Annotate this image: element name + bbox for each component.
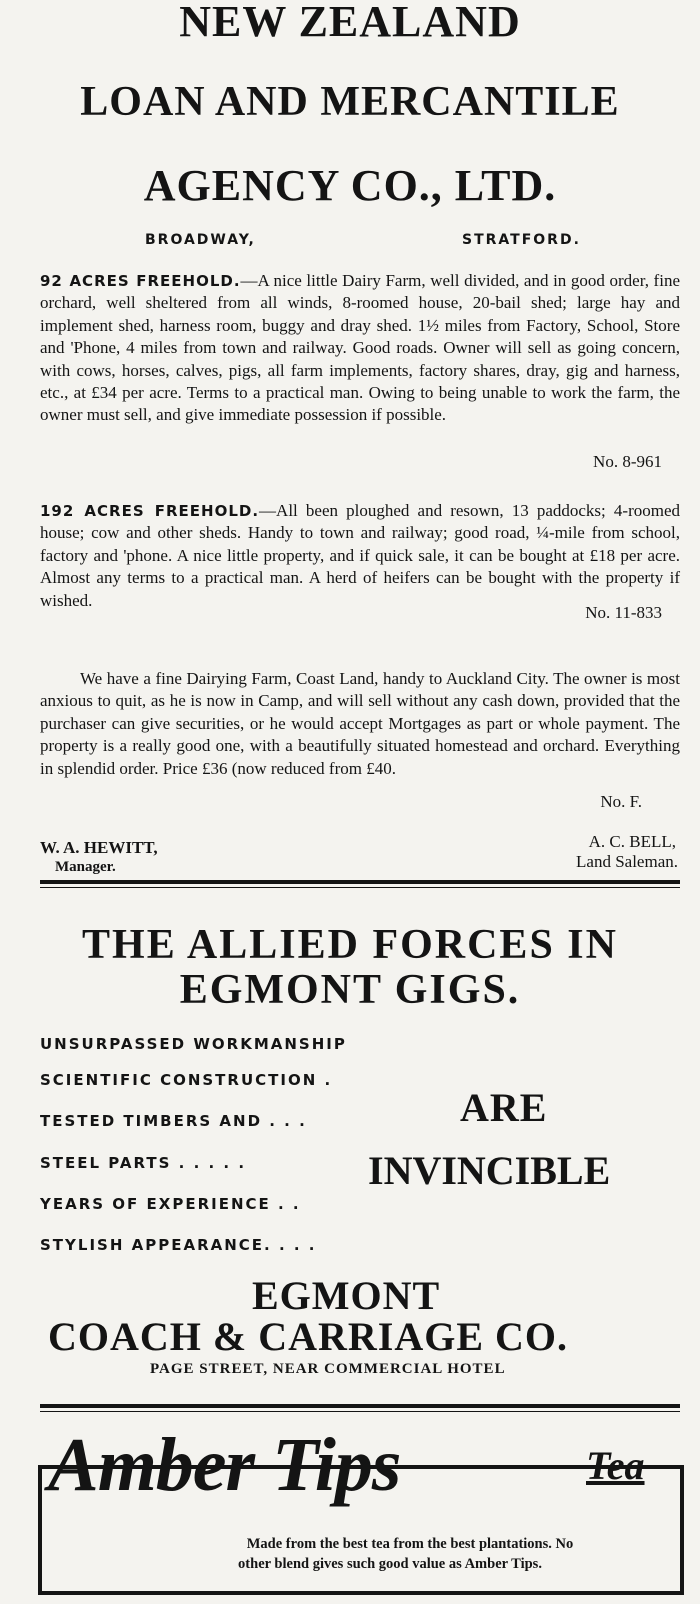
- saleman-name: A. C. BELL,: [588, 832, 676, 851]
- agency-name-line2: LOAN AND MERCANTILE: [80, 79, 620, 125]
- address-broadway: BROADWAY,: [145, 232, 256, 248]
- company-address: PAGE STREET, NEAR COMMERCIAL HOTEL: [150, 1361, 506, 1377]
- listing-ref: No. F.: [600, 792, 642, 811]
- tea-tagline-2: other blend gives such good value as Amber Tips.: [238, 1556, 542, 1572]
- manager-title: Manager.: [55, 859, 116, 875]
- feature-item: UNSURPASSED WORKMANSHIP: [40, 1035, 347, 1053]
- tea-word: Tea: [586, 1443, 645, 1488]
- saleman-title: Land Saleman.: [576, 852, 678, 871]
- listing-text: —A nice little Dairy Farm, well divided, and in good order, fine orchard, well sheltered from all winds, 8-roomed house, 20-bail shed; large hay and implement shed, harness room, buggy and dray shed. 1½ miles from Factory, School, Store and 'Phone, 4 miles from town and railway. Good roads. Owner will sell as going concern, with cows, horses, calves, pigs, all farm implements, factory shares, dray, gig and harness, etc., at £34 per acre. Terms to a practical man. Owing to being unable to work the farm, the owner must sell, and give immediate possession if possible.: [40, 271, 680, 425]
- tea-brand: Amber Tips: [48, 1423, 401, 1507]
- address-stratford: STRATFORD.: [462, 232, 581, 248]
- feature-item: SCIENTIFIC CONSTRUCTION .: [40, 1071, 333, 1089]
- feature-item: STEEL PARTS . . . . .: [40, 1154, 247, 1172]
- manager-name: W. A. HEWITT,: [40, 838, 158, 857]
- agency-name-line1: NEW ZEALAND: [179, 0, 521, 46]
- divider-rule: [40, 1404, 680, 1408]
- listing-text: —All been ploughed and resown, 13 paddocks; 4-roomed house; cow and other sheds. Handy to town and railway; good road, ¼-mile from school, factory and 'phone. A nice little property, and if quick sale, it can be bought at £18 per acre. Almost any terms to a practical man. A herd of heifers can be bought with the property if wished.: [40, 501, 680, 610]
- agency-name-line3: AGENCY CO., LTD.: [143, 161, 557, 210]
- divider-rule: [40, 887, 680, 888]
- claim-are: ARE: [460, 1085, 548, 1130]
- listing-ref: No. 11-833: [585, 603, 662, 622]
- listing-lead: 192 ACRES FREEHOLD.: [40, 502, 260, 520]
- divider-rule: [40, 1411, 680, 1412]
- listing-text: We have a fine Dairying Farm, Coast Land, handy to Auckland City. The owner is most anxious to quit, as he is now in Camp, and will sell without any cash down, provided that the purchaser can give securities, or he would accept Mortgages as part or whole payment. The property is a really good one, with a beautifully situated homestead and orchard. Everything in splendid order. Price £36 (now reduced from £40.: [40, 669, 680, 778]
- feature-item: STYLISH APPEARANCE. . . .: [40, 1236, 317, 1254]
- listing-192-acres: [40, 500, 680, 612]
- tea-tagline-1: Made from the best tea from the best plantations. No: [246, 1536, 574, 1552]
- company-egmont: EGMONT: [252, 1273, 441, 1318]
- listing-coast-land: [40, 668, 680, 780]
- listing-92-acres: [40, 270, 680, 427]
- listing-lead: 92 ACRES FREEHOLD.: [40, 272, 241, 290]
- company-coach-carriage: COACH & CARRIAGE CO.: [48, 1314, 568, 1359]
- feature-item: TESTED TIMBERS AND . . .: [40, 1112, 307, 1130]
- claim-invincible: INVINCIBLE: [368, 1148, 611, 1193]
- listing-ref: No. 8-961: [593, 452, 662, 471]
- gigs-headline-1: THE ALLIED FORCES IN: [82, 922, 618, 968]
- feature-item: YEARS OF EXPERIENCE . .: [40, 1195, 301, 1213]
- divider-rule: [40, 880, 680, 884]
- gigs-headline-2: EGMONT GIGS.: [179, 967, 521, 1013]
